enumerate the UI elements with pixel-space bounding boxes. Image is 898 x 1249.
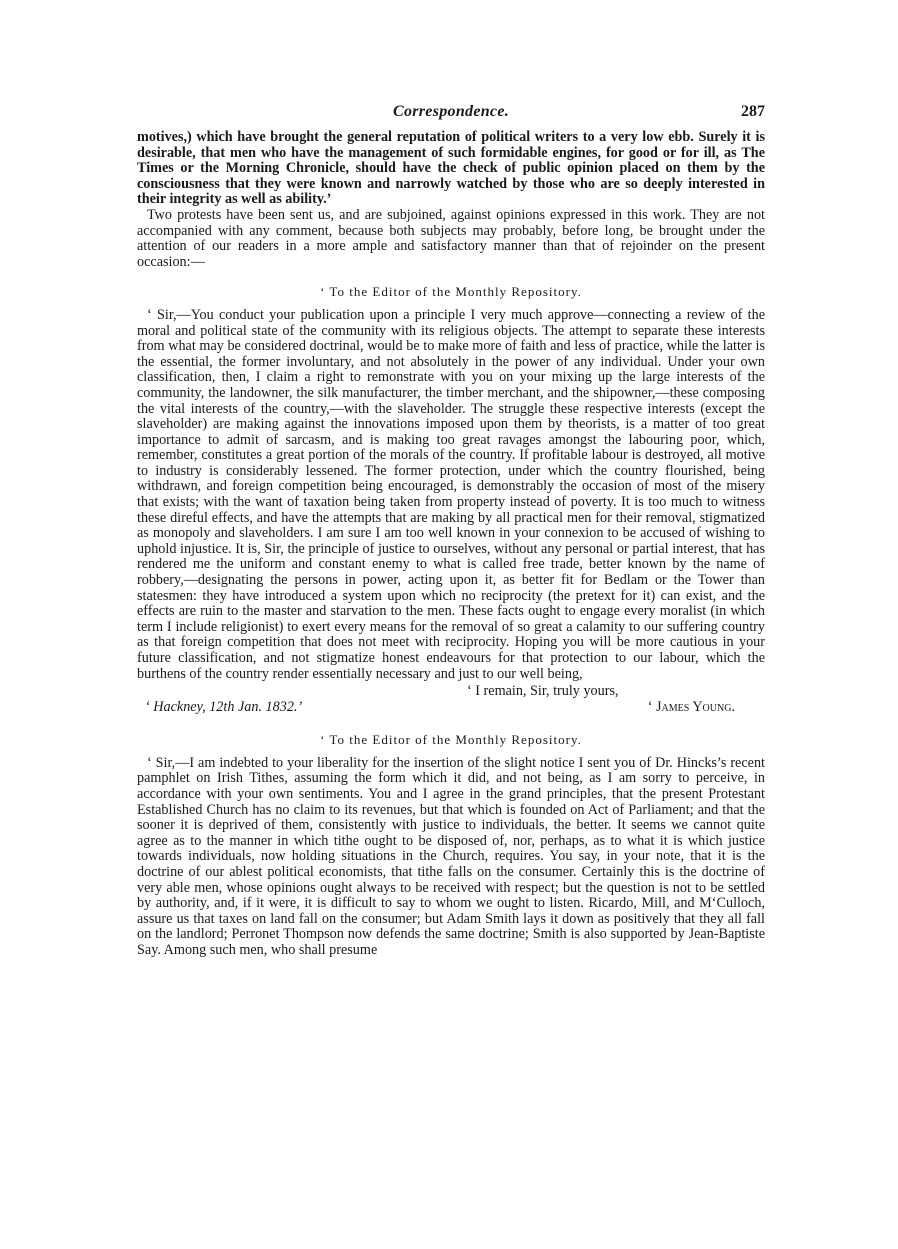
document-page bbox=[137, 104, 765, 959]
letter1-body: ‘ Sir,—You conduct your publication upon a principle I very much approve—connecting a review of the moral and political state of the community with its religious objects. The attempt to separate these interests from what may be considered doctrinal, would be to make more of faith and less of practice, while the latter is the essential, the former involuntary, and not absolutely in the power of any individual. Under your own classification, then, I claim a right to remonstrate with you on your mixing up the large interests of the community, the landowner, the silk manufacturer, the timber merchant, and the shipowner,—these composing the vital interests of the country,—with the slaveholder. The struggle these respective interests (except the slaveholder) are making against the innovations imposed upon them by theorists, is a matter of too great importance to admit of sarcasm, and is making too great ravages amongst the labouring poor, which, remember, constitutes a great portion of the morals of the country. If profitable labour is destroyed, all motive to industry is considerably lessened. The former protection, under which the country flourished, being withdrawn, and foreign competition being encouraged, is demonstrably the occasion of most of the misery that exists; with the want of taxation being taken from property instead of poverty. It is too much to witness these direful effects, and have the attempts that are making by all practical men for their removal, stigmatized as monopoly and slaveholders. I am sure I am too well known in your connexion to be accused of wishing to uphold injustice. It is, Sir, the principle of justice to ourselves, without any personal or partial interest, that has rendered me the uniform and constant enemy to what is called free trade, better known by the name of robbery,—designating the persons in power, acting upon it, as better fit for Bedlam or the Tower than statesmen: they have introduced a system upon which no reciprocity (the pretext for it) can exist, and the effects are ruin to the master and starvation to the men. These facts ought to engage every moralist (in which term I include religionist) to exert every means for the removal of so great a calamity to our suffering country as that foreign competition that does not meet with reciprocity. Hoping you will be more cautious in your future classification, and not stigmatize honest endeavours for that protection to our labour, which the burthens of the country render essentially necessary and just to our well being, bbox=[137, 306, 765, 682]
letter1-closing: ‘ I remain, Sir, truly yours, bbox=[467, 683, 619, 700]
letter1-place-date: ‘ Hackney, 12th Jan. 1832.’ bbox=[145, 699, 303, 716]
letter2-heading: ‘ To the Editor of the Monthly Repository. bbox=[320, 732, 582, 748]
intro-paragraph-1: motives,) which have brought the general reputation of political writers to a very low ebb. Surely it is desirable, that men who have the management of such formidable engines, for good or for ill, as The Times or the Morning Chronicle, should have the check of public opinion placed on them by the consciousness that they were known and narrowly watched by those who are so deeply interested in their integrity as well as ability.’ bbox=[137, 129, 765, 208]
letter1-signature-block bbox=[137, 684, 765, 718]
page-header bbox=[137, 104, 765, 130]
page-number: 287 bbox=[741, 103, 765, 120]
letter1-heading: ‘ To the Editor of the Monthly Repository. bbox=[320, 284, 582, 300]
letter1-signature: ‘ James Young. bbox=[647, 699, 735, 716]
intro-paragraph-2: Two protests have been sent us, and are subjoined, against opinions expressed in this work. They are not accompanied with any comment, because both subjects may probably, before long, be brought under the attention of our readers in a more ample and satisfactory manner than that of rejoinder on the present occasion:— bbox=[137, 206, 765, 270]
running-title: Correspondence. bbox=[392, 103, 510, 120]
letter2-body: ‘ Sir,—I am indebted to your liberality for the insertion of the slight notice I sent you of Dr. Hincks’s recent pamphlet on Irish Tithes, assuming the form which it did, and not being, as I am sorry to perceive, in accordance with your own sentiments. You and I agree in the grand principles, that the present Protestant Established Church has no claim to its revenues, but that which is founded on Act of Parliament; and that the sooner it is deprived of them, consistently with justice to individuals, the better. It seems we cannot quite agree as to the manner in which tithe ought to be disposed of, nor, perhaps, as to what it is which justice towards individuals, now holding situations in the Church, requires. You say, in your note, that it is the doctrine of our ablest political economists, that tithe falls on the consumer. Certainly this is the doctrine of very able men, whose opinions ought always to be received with respect; but the question is not to be settled by authority, and, if it were, it is difficult to say to whom we ought to listen. Ricardo, Mill, and M‘Culloch, assure us that taxes on land fall on the consumer; but Adam Smith lays it down as positively that they all fall on the landlord; Perronet Thompson now defends the same doctrine; Smith is also supported by Jean-Baptiste Say. Among such men, who shall presume bbox=[137, 754, 765, 958]
